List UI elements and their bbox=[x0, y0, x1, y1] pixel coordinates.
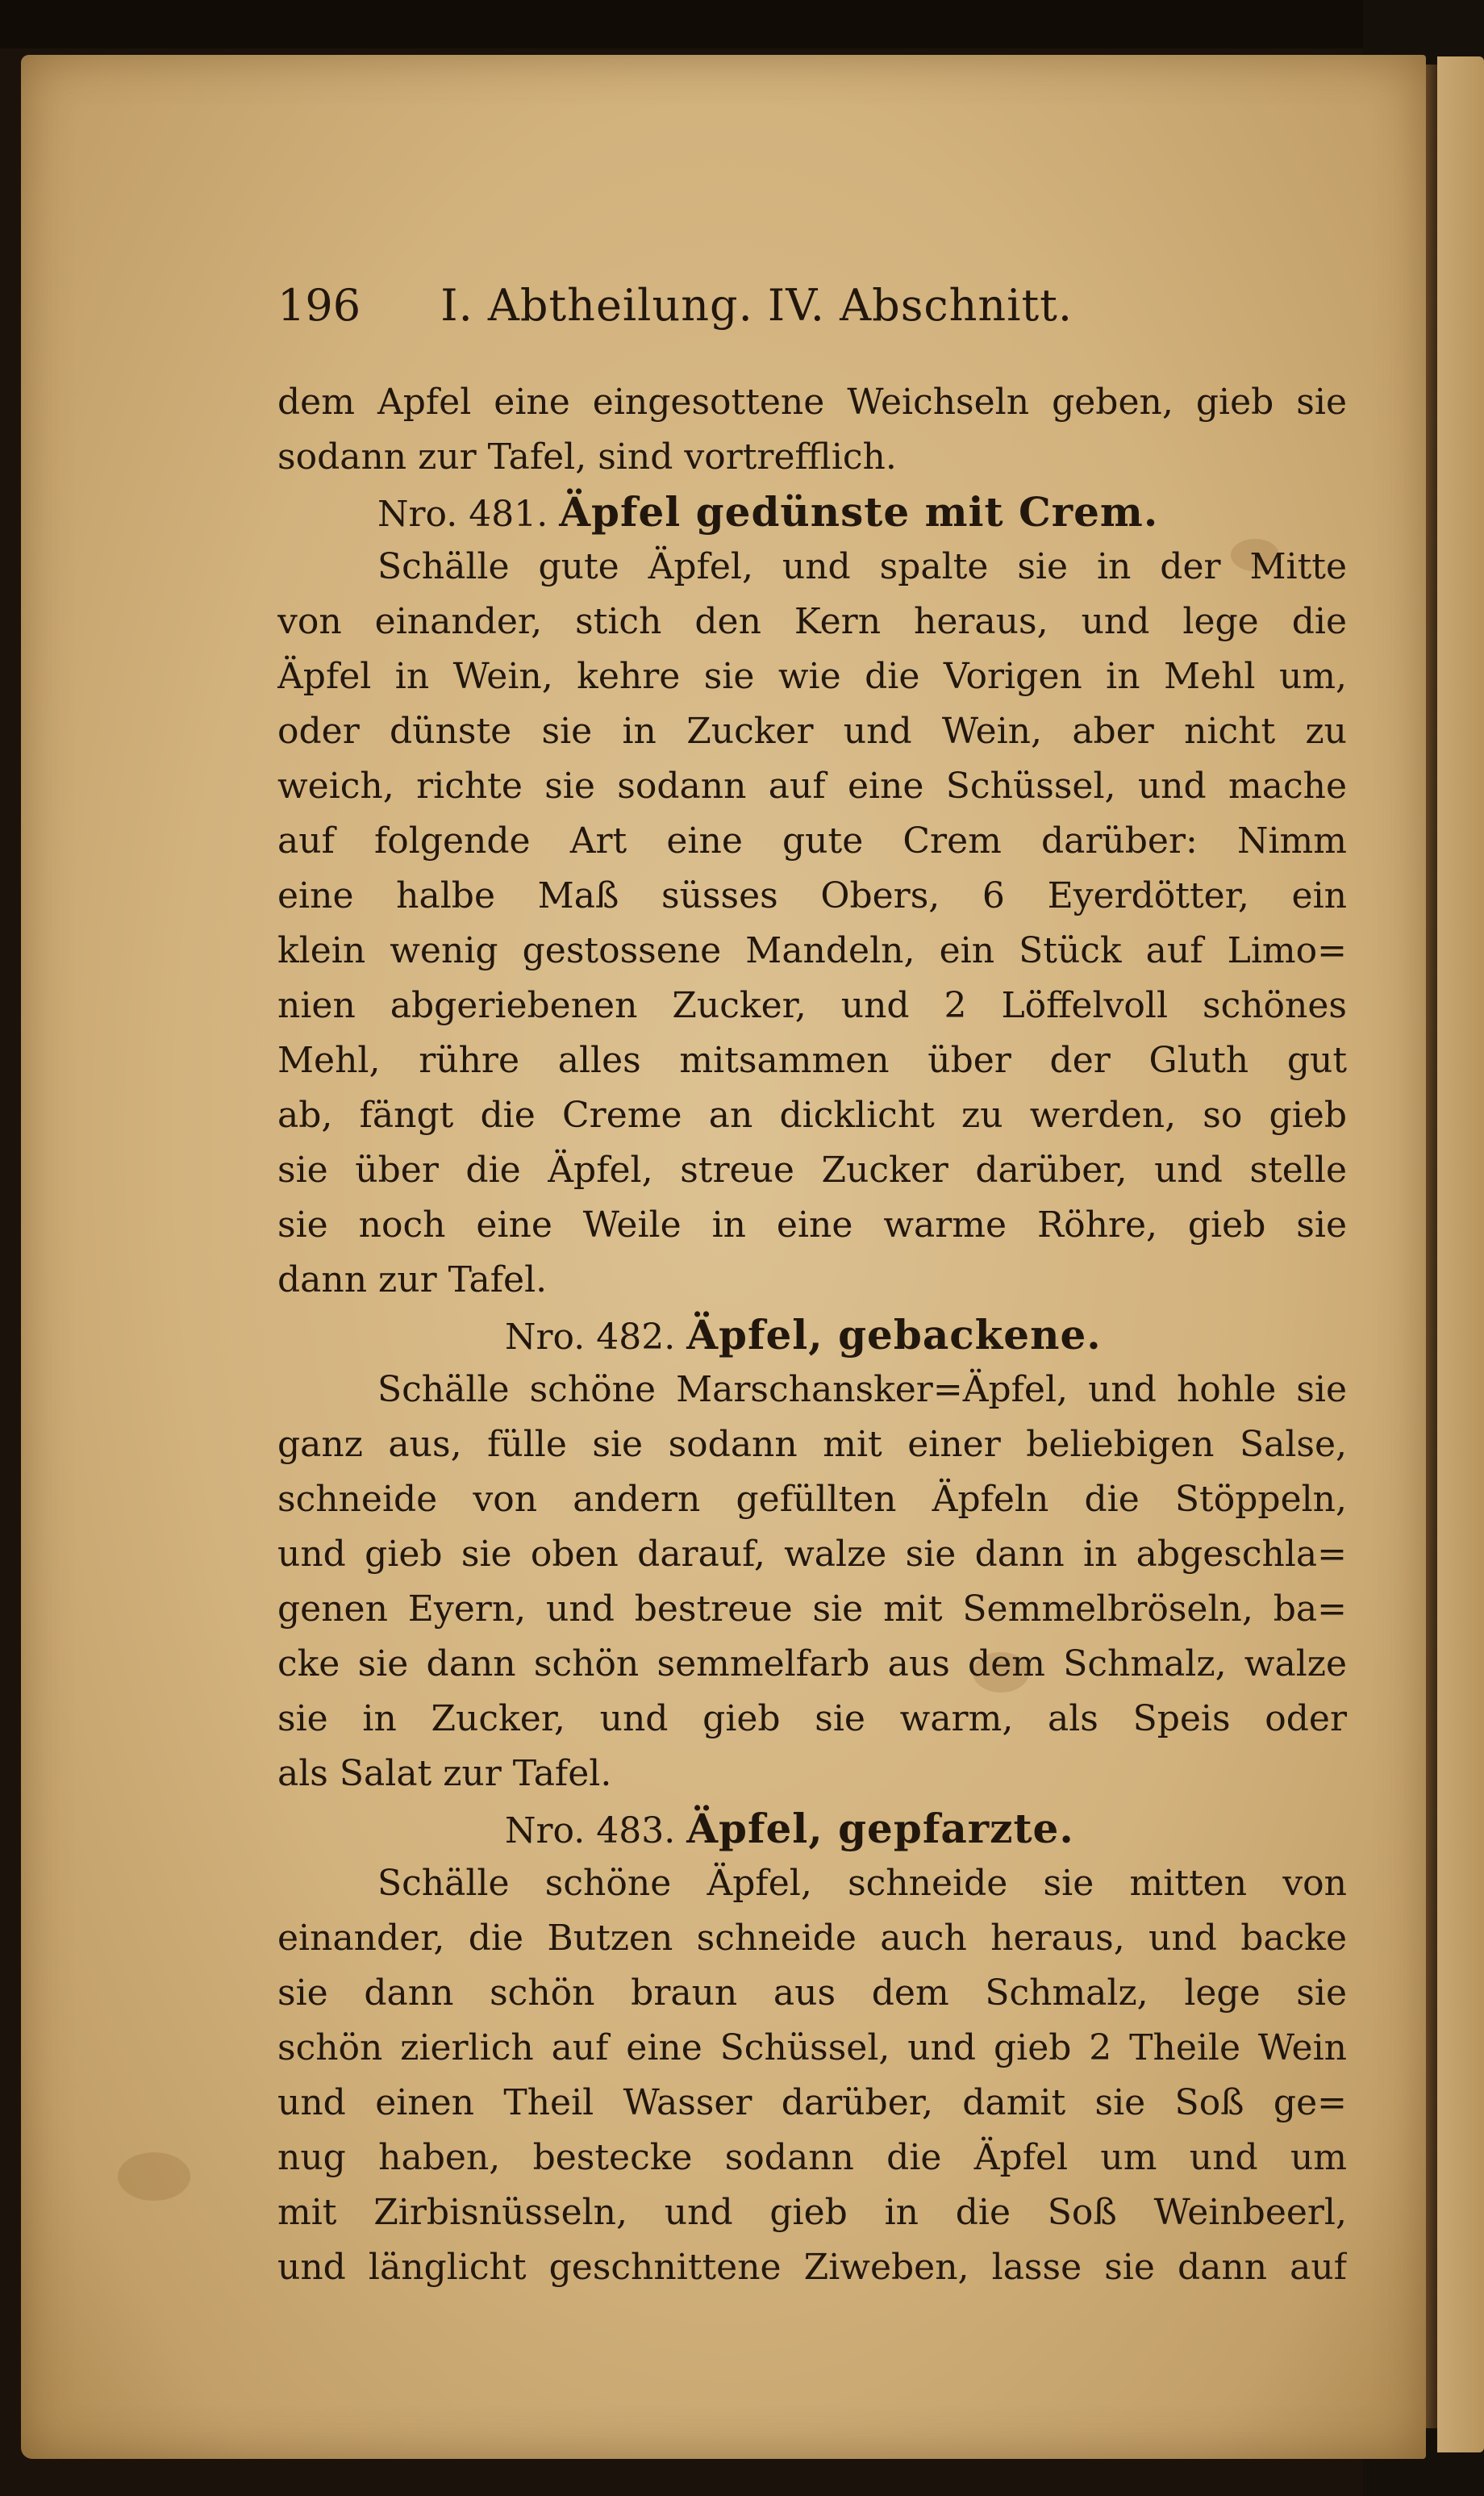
recipe-title: Äpfel, gepfarzte. bbox=[686, 1805, 1074, 1852]
text-line: Mehl, rühre alles mitsammen über der Gluth gut bbox=[277, 1040, 1347, 1081]
text-line: und gieb sie oben darauf, walze sie dann in abgeschla= bbox=[277, 1534, 1347, 1575]
text-line: sodann zur Tafel, sind vortrefflich. bbox=[277, 436, 897, 478]
recipe-heading-482 bbox=[505, 1310, 1102, 1360]
text-line: Schälle schöne Äpfel, schneide sie mitten von bbox=[377, 1863, 1347, 1904]
text-line: dann zur Tafel. bbox=[277, 1259, 548, 1300]
text-line: oder dünste sie in Zucker und Wein, aber nicht zu bbox=[277, 711, 1347, 752]
text-line: mit Zirbisnüsseln, und gieb in die Soß Weinbeerl, bbox=[277, 2192, 1347, 2233]
book-page bbox=[21, 55, 1426, 2459]
text-line: Schälle gute Äpfel, und spalte sie in der Mitte bbox=[377, 546, 1347, 587]
text-line: weich, richte sie sodann auf eine Schüssel, und mache bbox=[277, 766, 1347, 807]
text-line: cke sie dann schön semmelfarb aus dem Schmalz, walze bbox=[277, 1643, 1347, 1684]
recipe-number: Nro. 481. bbox=[377, 494, 548, 535]
text-line: sie dann schön braun aus dem Schmalz, lege sie bbox=[277, 1972, 1347, 2014]
text-line: ab, fängt die Creme an dicklicht zu werden, so gieb bbox=[277, 1095, 1347, 1136]
text-line: eine halbe Maß süsses Obers, 6 Eyerdötter, ein bbox=[277, 875, 1347, 916]
recipe-number: Nro. 483. bbox=[505, 1810, 676, 1851]
page-text bbox=[21, 55, 1426, 2459]
text-line: sie über die Äpfel, streue Zucker darüber, und stelle bbox=[277, 1150, 1347, 1191]
running-header bbox=[277, 271, 1181, 340]
text-line: sie noch eine Weile in eine warme Röhre, gieb sie bbox=[277, 1204, 1347, 1246]
text-line: auf folgende Art eine gute Crem darüber: Nimm bbox=[277, 820, 1347, 862]
text-line: dem Apfel eine eingesottene Weichseln geben, gieb sie bbox=[277, 382, 1347, 423]
recipe-number: Nro. 482. bbox=[505, 1317, 676, 1358]
recipe-heading-481 bbox=[377, 487, 1158, 537]
text-line: nug haben, bestecke sodann die Äpfel um und um bbox=[277, 2137, 1347, 2178]
text-line: klein wenig gestossene Mandeln, ein Stück auf Limo= bbox=[277, 930, 1347, 971]
text-line: und länglicht geschnittene Ziweben, lasse sie dann auf bbox=[277, 2247, 1347, 2288]
text-line: schön zierlich auf eine Schüssel, und gieb 2 Theile Wein bbox=[277, 2027, 1347, 2068]
text-line: sie in Zucker, und gieb sie warm, als Speis oder bbox=[277, 1698, 1347, 1739]
recipe-title: Äpfel gedünste mit Crem. bbox=[559, 488, 1159, 536]
text-line: als Salat zur Tafel. bbox=[277, 1753, 612, 1794]
recipe-heading-483 bbox=[505, 1804, 1074, 1854]
page-number: 196 bbox=[277, 280, 361, 331]
text-line: nien abgeriebenen Zucker, und 2 Löffelvoll schönes bbox=[277, 985, 1347, 1026]
text-line: von einander, stich den Kern heraus, und lege die bbox=[277, 601, 1347, 642]
text-line: Schälle schöne Marschansker=Äpfel, und hohle sie bbox=[377, 1369, 1347, 1410]
text-line: ganz aus, fülle sie sodann mit einer beliebigen Salse, bbox=[277, 1424, 1347, 1465]
text-line: einander, die Butzen schneide auch heraus, und backe bbox=[277, 1918, 1347, 1959]
adjacent-page-edge bbox=[1437, 56, 1484, 2452]
text-line: schneide von andern gefüllten Äpfeln die Stöppeln, bbox=[277, 1479, 1347, 1520]
text-line: genen Eyern, und bestreue sie mit Semmelbröseln, ba= bbox=[277, 1588, 1347, 1630]
section-title: I. Abtheilung. IV. Abschnitt. bbox=[440, 280, 1073, 331]
scan-background-top bbox=[0, 0, 1484, 48]
text-line: Äpfel in Wein, kehre sie wie die Vorigen in Mehl um, bbox=[277, 656, 1347, 697]
recipe-title: Äpfel, gebackene. bbox=[686, 1311, 1102, 1359]
text-line: und einen Theil Wasser darüber, damit sie Soß ge= bbox=[277, 2082, 1347, 2123]
